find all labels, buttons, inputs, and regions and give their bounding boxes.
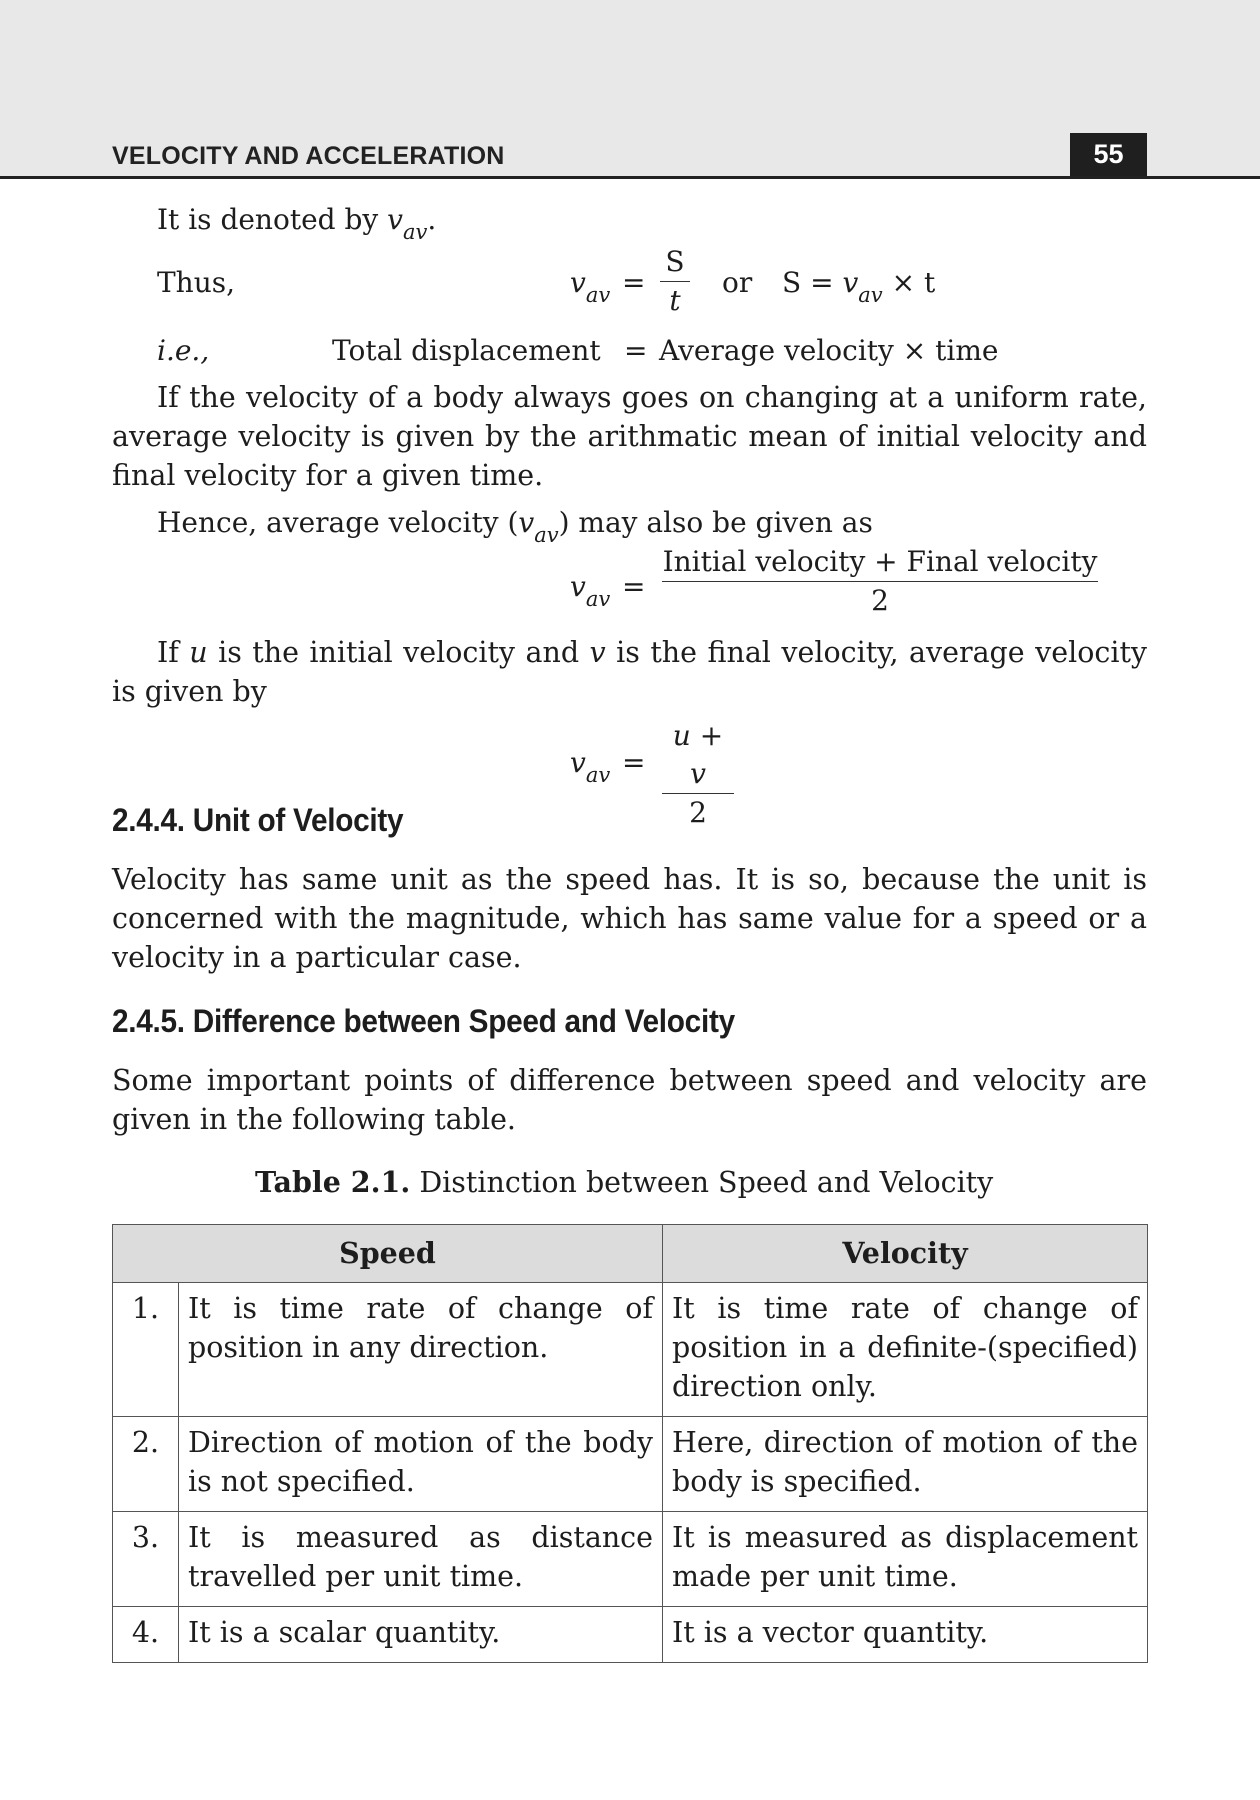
- speed-cell: It is time rate of change of position in any direction.: [179, 1283, 663, 1417]
- paragraph-unit-of-velocity: Velocity has same unit as the speed has. It is so, because the unit is concerned with the magnitude, which has same value for a speed or a velocity in a particular case.: [112, 863, 1147, 974]
- speed-cell: It is measured as distance travelled per unit time.: [179, 1512, 663, 1607]
- table-row: [113, 1417, 1148, 1512]
- hence-line: Hence, average velocity $(v_{av})$ may also be given as: [157, 506, 873, 547]
- ie-lhs: Total displacement: [332, 334, 601, 367]
- uv-lhs: $v_{av}$: [570, 746, 611, 787]
- paragraph-u-v: If u is the initial velocity and v is the final velocity, average velocity is given by: [112, 636, 1147, 708]
- table-header-row: [113, 1225, 1148, 1283]
- or-word: or: [722, 266, 753, 299]
- thus-rhs: $S = v_{av} \times t$: [782, 266, 936, 307]
- section-heading-unit-of-velocity: 2.4.4. Unit of Velocity: [112, 802, 404, 838]
- ie-label: i.e.,: [157, 334, 210, 367]
- row-number: 4.: [113, 1607, 179, 1663]
- row-number: 2.: [113, 1417, 179, 1512]
- speed-cell: It is a scalar quantity.: [179, 1607, 663, 1663]
- chapter-title: VELOCITY AND ACCELERATION: [112, 142, 505, 170]
- paragraph-uniform-rate: If the velocity of a body always goes on changing at a uniform rate, average velocity is given by the arithmatic mean of initial velocity and final velocity for a given time.: [112, 381, 1147, 492]
- table-caption: Table 2.1. Distinction between Speed and Velocity: [255, 1165, 994, 1199]
- velocity-cell: It is a vector quantity.: [663, 1607, 1148, 1663]
- denoted-line: It is denoted by $v_{av}$.: [157, 203, 437, 244]
- ie-rhs: Average velocity × time: [659, 334, 999, 367]
- ie-equals: =: [624, 334, 648, 367]
- velocity-cell: Here, direction of motion of the body is specified.: [663, 1417, 1148, 1512]
- thus-lhs: $v_{av}$: [570, 266, 611, 307]
- thus-equals: =: [622, 266, 646, 299]
- table-row: [113, 1283, 1148, 1417]
- page-number: 55: [1070, 133, 1147, 176]
- velocity-cell: It is measured as displacement made per unit time.: [663, 1512, 1148, 1607]
- speed-velocity-table: [112, 1224, 1148, 1663]
- column-header-velocity: Velocity: [663, 1225, 1148, 1283]
- fraction-u-plus-v: $\frac{u + v}{2}$: [662, 717, 734, 832]
- row-number: 3.: [113, 1512, 179, 1607]
- section-heading-difference: 2.4.5. Difference between Speed and Velocity: [112, 1003, 735, 1039]
- uv-equals: =: [622, 746, 646, 779]
- fraction-s-over-t: $\frac{S}{t}$: [660, 243, 690, 320]
- fraction-mean: Initial velocity + Final velocity 2: [662, 543, 1098, 620]
- table-row: [113, 1607, 1148, 1663]
- paragraph-difference: Some important points of difference between speed and velocity are given in the following table.: [112, 1064, 1147, 1136]
- velocity-cell: It is time rate of change of position in a definite-(specified) direction only.: [663, 1283, 1148, 1417]
- mean-lhs: $v_{av}$: [570, 570, 611, 611]
- table-row: [113, 1512, 1148, 1607]
- speed-cell: Direction of motion of the body is not specified.: [179, 1417, 663, 1512]
- row-number: 1.: [113, 1283, 179, 1417]
- mean-equals: =: [622, 570, 646, 603]
- thus-label: Thus,: [157, 266, 236, 299]
- column-header-speed: Speed: [113, 1225, 663, 1283]
